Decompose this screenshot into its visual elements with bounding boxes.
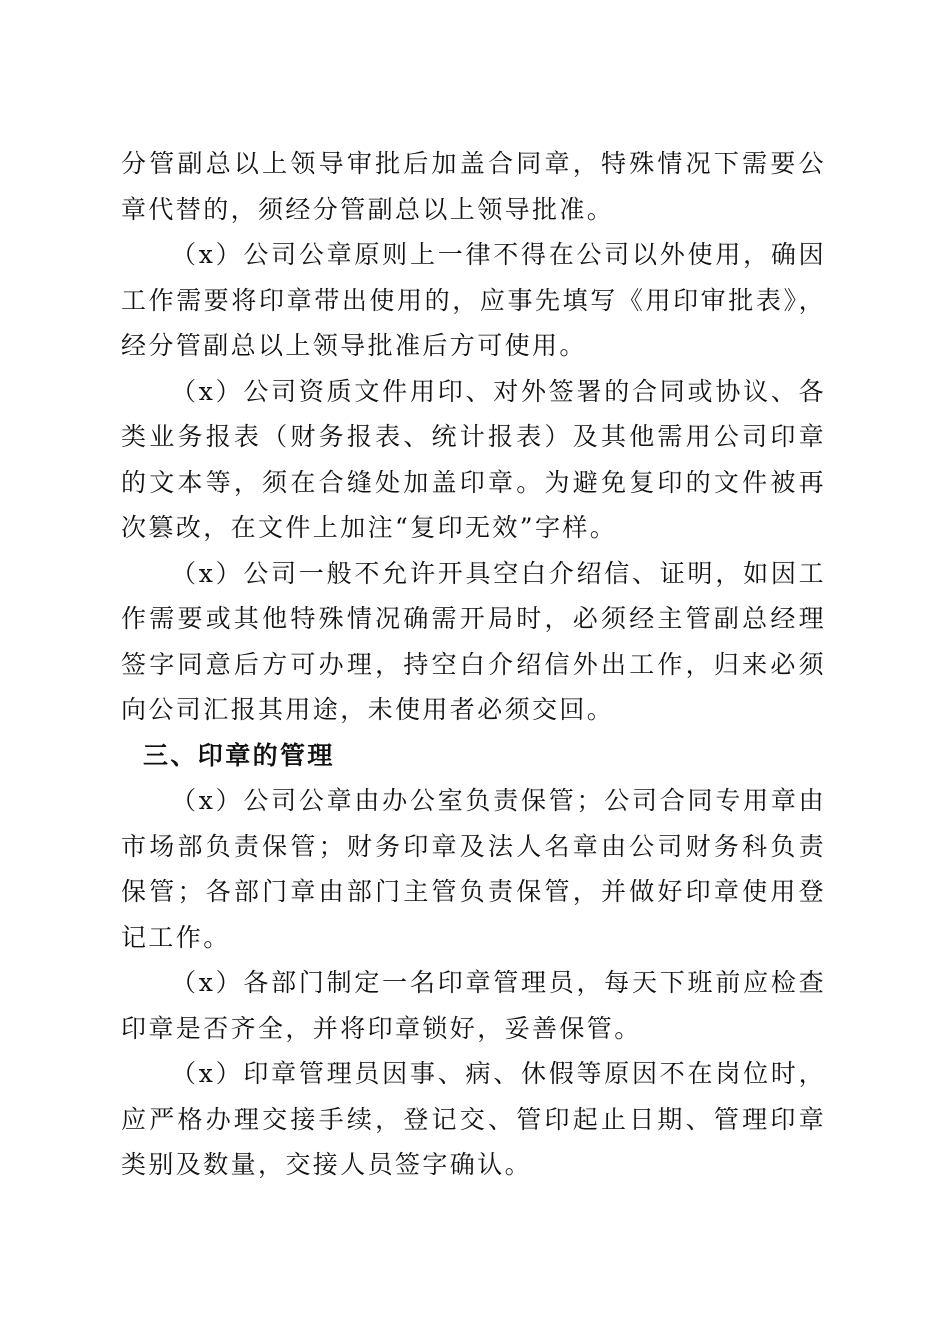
paragraph-seal-outside-use: （x）公司公章原则上一律不得在公司以外使用，确因工作需要将印章带出使用的，应事先填写《用印审批表》，经分管副总以上领导批准后方可使用。 — [121, 240, 826, 360]
paragraph-seal-administrator: （x）各部门制定一名印章管理员，每天下班前应检查印章是否齐全，并将印章锁好，妥善保管。 — [121, 968, 826, 1043]
paragraph-blank-letters: （x）公司一般不允许开具空白介绍信、证明，如因工作需要或其他特殊情况确需开局时，必须经主管副总经理签字同意后方可办理，持空白介绍信外出工作，归来必须向公司汇报其用途，未使用者必须交回。 — [121, 558, 826, 724]
document-body — [121, 141, 826, 1188]
paragraph-seam-stamp: （x）公司资质文件用印、对外签署的合同或协议、各类业务报表（财务报表、统计报表）及其他需用公司印章的文本等，须在合缝处加盖印章。为避免复印的文件被再次篡改，在文件上加注“复印无效”字样。 — [121, 376, 826, 542]
paragraph-contract-seal-approval: 分管副总以上领导审批后加盖合同章，特殊情况下需要公章代替的，须经分管副总以上领导批准。 — [121, 149, 826, 224]
paragraph-seal-custody: （x）公司公章由办公室负责保管；公司合同专用章由市场部负责保管；财务印章及法人名章由公司财务科负责保管；各部门章由部门主管负责保管，并做好印章使用登记工作。 — [121, 786, 826, 952]
section-heading-seal-management: 三、印章的管理 — [143, 740, 335, 770]
paragraph-seal-handover: （x）印章管理员因事、病、休假等原因不在岗位时，应严格办理交接手续，登记交、管印起止日期、管理印章类别及数量，交接人员签字确认。 — [121, 1059, 826, 1179]
